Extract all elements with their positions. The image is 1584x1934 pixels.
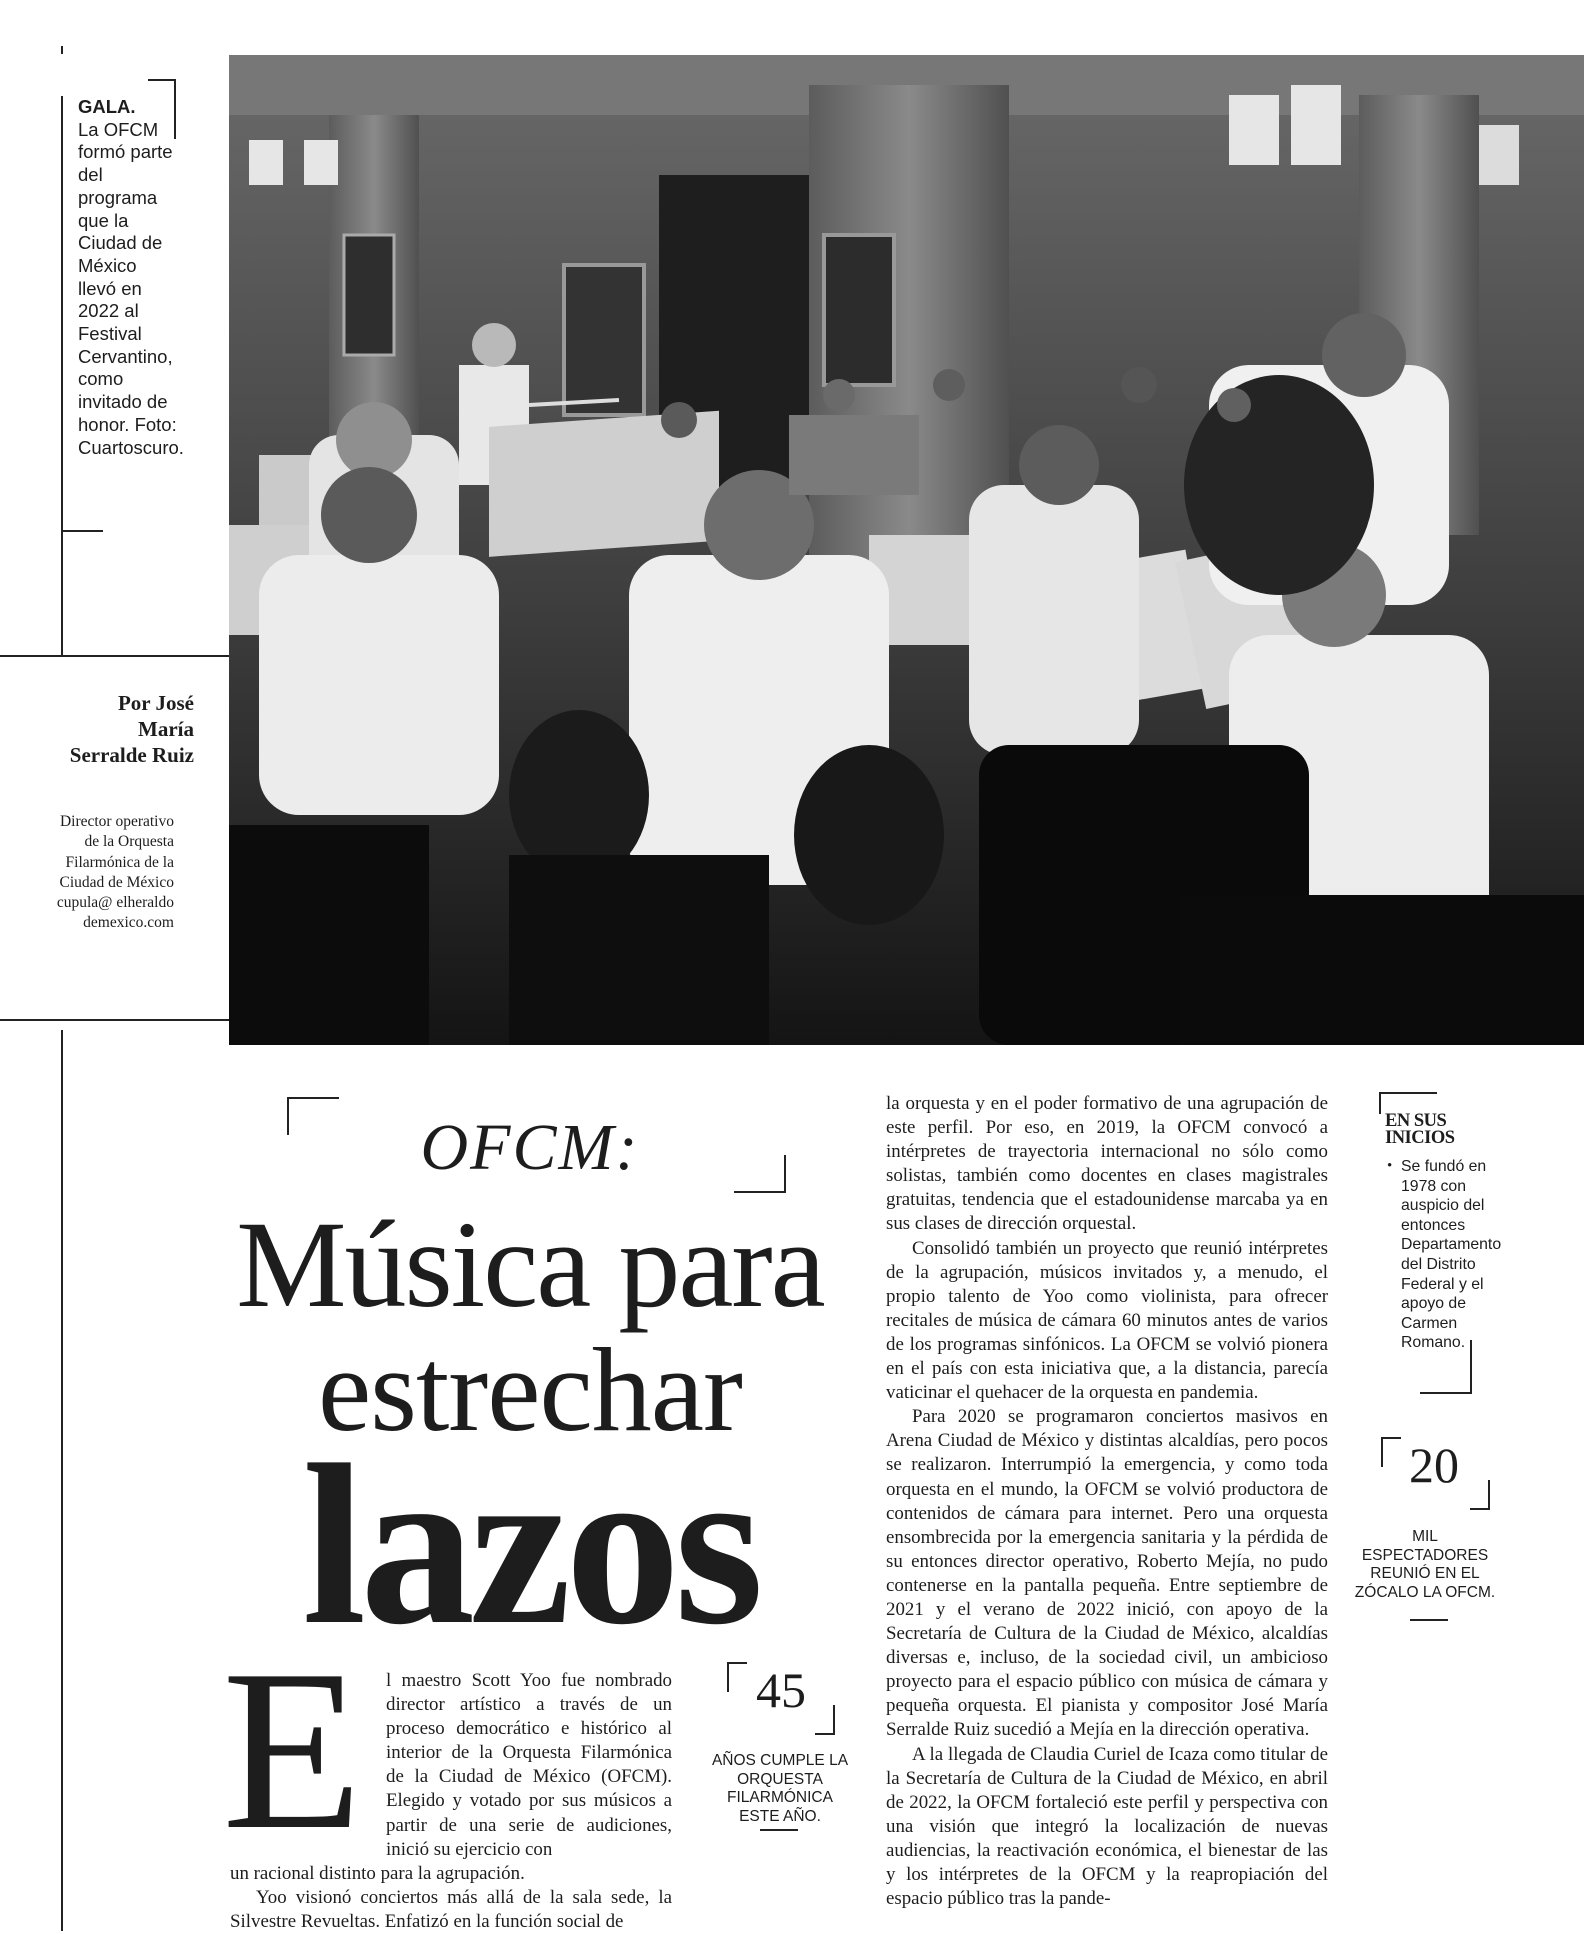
stat-20-number: 20 bbox=[1409, 1437, 1459, 1493]
headline-line-3: lazos bbox=[302, 1417, 758, 1672]
body-paragraph: la orquesta y en el poder formativo de una agrupación de este perfil. Por eso, en 2019, la OFCM convocó a intérpretes de trayectoria internacional no sólo como solistas, también como docentes en clases magistrales gratuitas, tendencia que el estadounidense marcaba ya en sus clases de dirección orquestal. bbox=[886, 1093, 1328, 1235]
headline-line-1: Música para bbox=[236, 1196, 824, 1333]
body-paragraph: A la llegada de Claudia Curiel de Icaza como titular de la Secretaría de Cultura de la Ciudad de México, en abril de 2022, la OFCM fortaleció este perfil y perspectiva con una visión que integró la localización de nuevas audiencias, la reactivación económica, el bienestar de las y los intérpretes de la OFCM y la reapropiación del espacio público tras la pande- bbox=[886, 1743, 1328, 1910]
headline-line-2: estrechar bbox=[317, 1323, 742, 1456]
body-paragraph: Para 2020 se programaron conciertos masivos en Arena Ciudad de México y distintas alcaldías, pero pocos se realizaron. Interrumpió la emergencia, y como toda orquesta en el mundo, la OFCM se volvió productora de contenidos de cámara para internet. Pero una orquesta ensombrecida por la emergencia sanitaria y la pérdida de su entonces director operativo, Roberto Mejía, no pudo contenerse en la pantalla pequeña. Entre septiembre de 2021 y el verano de 2022 inició, con apoyo de la Secretaría de Cultura de la Ciudad de México, alcaldías diversas e, incluso, de la sociedad civil, un ambicioso proyecto para el espacio público con música de cámara y pequeña orquesta. El pianista y compositor José María Serralde Ruiz sucedió a Mejía en la dirección operativa. bbox=[886, 1406, 1328, 1741]
author-box-top-rule bbox=[0, 655, 229, 657]
body-column-2 bbox=[886, 1092, 1328, 1911]
author-box-bottom-rule bbox=[0, 1019, 229, 1021]
body-column-1-bottom bbox=[230, 1862, 672, 1934]
headline-bracket-top bbox=[287, 1097, 339, 1135]
headline-kicker: OFCM: bbox=[420, 1111, 640, 1184]
sidebar-bullet: • bbox=[1387, 1158, 1393, 1174]
caption-bracket-bottom bbox=[61, 470, 103, 532]
stat-45-text: AÑOS CUMPLE LA ORQUESTA FILARMÓNICA ESTE AÑO. bbox=[711, 1752, 849, 1825]
photo-caption bbox=[78, 96, 184, 459]
caption-label: GALA. bbox=[78, 96, 136, 117]
sidebar-title: EN SUS INICIOS bbox=[1385, 1111, 1455, 1148]
drop-cap: E bbox=[222, 1622, 363, 1877]
stat-45-underline bbox=[760, 1829, 798, 1831]
left-rule bbox=[61, 96, 63, 656]
stat-20-underline bbox=[1410, 1619, 1448, 1621]
author-bio: Director operativo de la Orquesta Filarmónica de la Ciudad de México cupula@ elheraldo demexico.com bbox=[56, 813, 174, 932]
stat-20-text: MIL ESPECTADORES REUNIÓ EN EL ZÓCALO LA OFCM. bbox=[1354, 1528, 1496, 1601]
body-paragraph: Yoo visionó conciertos más allá de la sala sede, la Silvestre Revueltas. Enfatizó en la función social de bbox=[230, 1887, 672, 1933]
orchestra-photo bbox=[229, 55, 1584, 1045]
body-paragraph: Consolidó también un proyecto que reunió intérpretes de la agrupación, músicos invitados y, a menudo, el propio talento de Yoo como violinista, para ofrecer recitales de música de cámara 60 minutos antes de varios de los programas sinfónicos. La OFCM se volvió pionera en el país con esta iniciativa que, a la distancia, parecía vaticinar el quehacer de la orquesta en pandemia. bbox=[886, 1237, 1328, 1404]
headline-bracket-bottom bbox=[734, 1155, 786, 1193]
left-rule-bottom bbox=[61, 1030, 63, 1931]
body-paragraph: un racional distinto para la agrupación. bbox=[230, 1863, 525, 1884]
body-paragraph: l maestro Scott Yoo fue nombrado director artístico a través de un proceso democrático e histórico al interior de la Orquesta Filarmónica de la Ciudad de México (OFCM). Elegido y votado por sus músicos a partir de una serie de audiciones, inició su ejercicio con bbox=[386, 1670, 672, 1860]
author-name: Por José María Serralde Ruiz bbox=[69, 691, 194, 767]
body-column-1-top bbox=[386, 1669, 672, 1862]
caption-text: La OFCM formó parte del programa que la Ciudad de México llevó en 2022 al Festival Cervantino, como invitado de honor. Foto: Cuartoscuro. bbox=[78, 118, 184, 458]
sidebar-text: Se fundó en 1978 con auspicio del entonces Departamento del Distrito Federal y el apoyo de Carmen Romano. bbox=[1401, 1158, 1502, 1352]
stat-45-number: 45 bbox=[756, 1662, 806, 1718]
left-rule-top bbox=[61, 46, 63, 54]
